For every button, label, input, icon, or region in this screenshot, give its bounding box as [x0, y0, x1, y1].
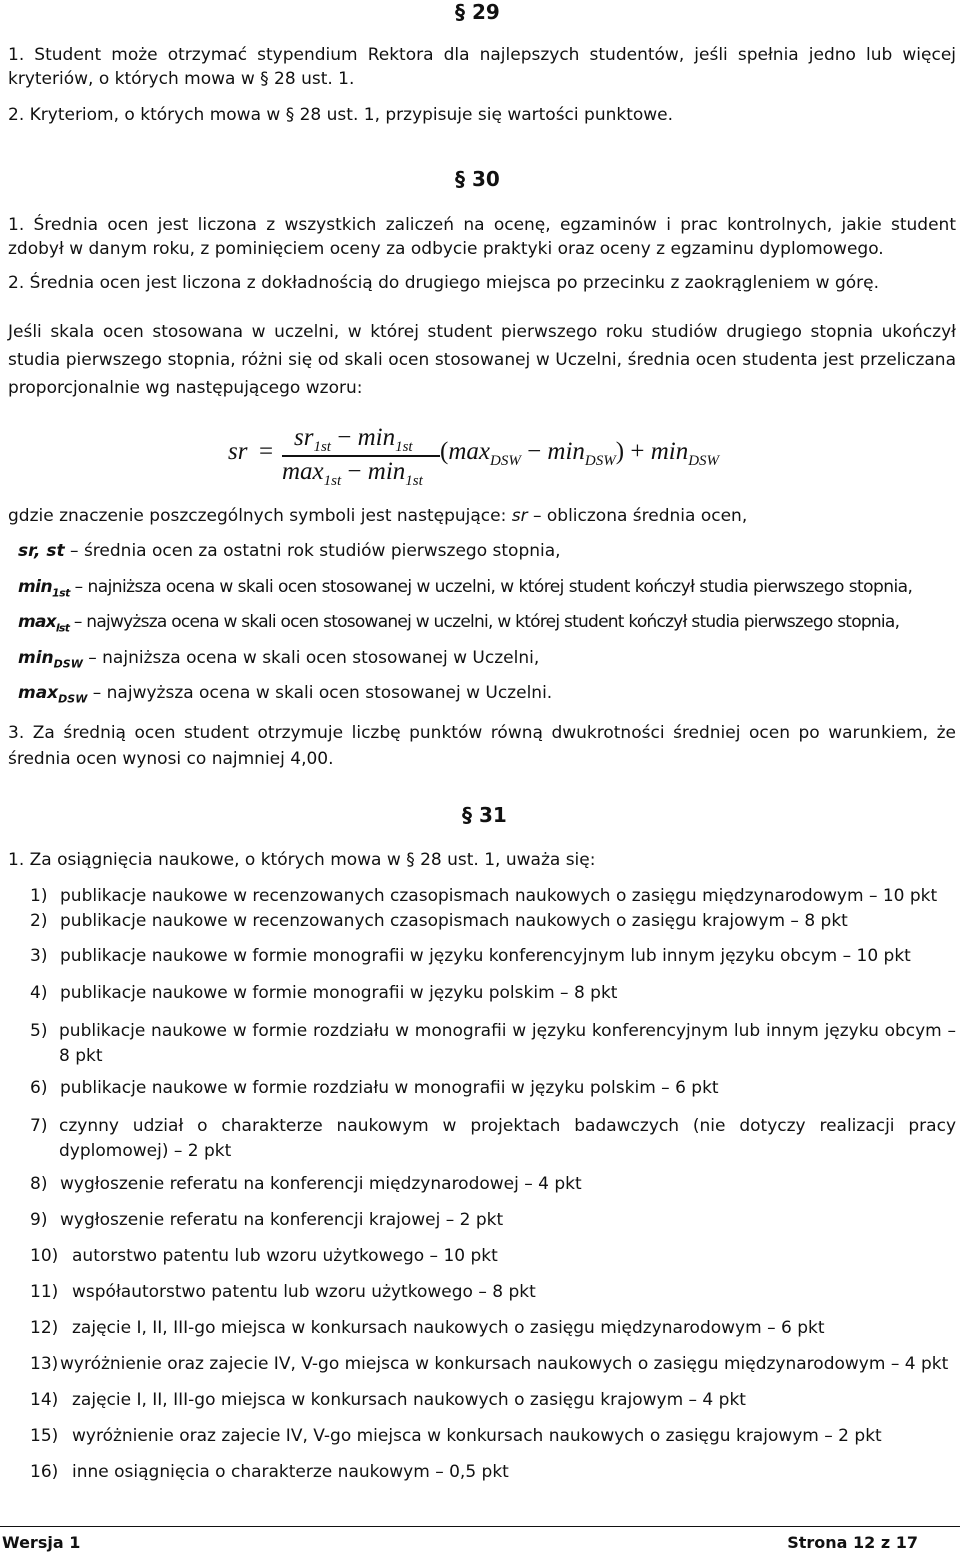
formula-lhs: sr [228, 438, 248, 465]
list-item: 9) wygłoszenie referatu na konferencji krajowej – 2 pkt [30, 1210, 504, 1230]
section-29-heading: § 29 [455, 0, 500, 24]
list-item: 6) publikacje naukowe w formie rozdziału w monografii w języku polskim – 6 pkt [30, 1078, 719, 1098]
s30-paragraph-3: Jeśli skala ocen stosowana w uczelni, w której student pierwszego roku studiów drugiego stopnia ukończył studia pierwszego stopnia, różni się od skali ocen stosowanej w Uczelni, średnia ocen studenta jest przeliczana proporcjonalnie wg następującego wzoru: [8, 322, 956, 398]
list-item: 16) inne osiągnięcia o charakterze naukowym – 0,5 pkt [30, 1462, 509, 1482]
footer-page-number: Strona 12 z 17 [787, 1533, 918, 1552]
list-item: 2) publikacje naukowe w recenzowanych czasopismach naukowych o zasięgu krajowym – 8 pkt [30, 911, 848, 931]
formula-rhs: $(\max_{DSW} - \min_{DSW}) + \min_{DSW}$ [440, 438, 720, 469]
legend-item: $\min_{DSW}$ – najniższa ocena w skali ocen stosowanej w Uczelni, [18, 648, 540, 671]
footer-rule [0, 1526, 960, 1527]
list-item: 3) publikacje naukowe w formie monografii w języku konferencyjnym lub innym języku obcym – 10 pkt [30, 946, 911, 966]
s30-paragraph-4: 3. Za średnią ocen student otrzymuje liczbę punktów równą dwukrotności średniej ocen po warunkiem, że średnia ocen wynosi co najmniej 4,00. [8, 723, 956, 769]
list-item: 8) wygłoszenie referatu na konferencji międzynarodowej – 4 pkt [30, 1174, 582, 1194]
s29-paragraph-2: 2. Kryteriom, o których mowa w § 28 ust. 1, przypisuje się wartości punktowe. [8, 105, 674, 125]
list-item: 5) publikacje naukowe w formie rozdziału w monografii w języku konferencyjnym lub innym języku obcym – 8 pkt [30, 1021, 956, 1066]
s30-paragraph-1: 1. Średnia ocen jest liczona z wszystkich zaliczeń na ocenę, egzaminów i prac kontrolnych, jakie student zdobył w danym roku, z pominięciem oceny za odbycie praktyki oraz oceny z egzaminu dyplomowego. [8, 215, 956, 259]
list-item: 1) publikacje naukowe w recenzowanych czasopismach naukowych o zasięgu międzynarodowym – 10 pkt [30, 886, 938, 906]
fraction-bar [282, 455, 440, 457]
legend-item: $\max_{DSW}$ – najwyższa ocena w skali ocen stosowanej w Uczelni. [18, 683, 553, 706]
section-30-heading: § 30 [455, 167, 500, 191]
formula-numerator: $sr_{1st} - \min_{1st}$ [294, 424, 413, 455]
s29-paragraph-1: 1. Student może otrzymać stypendium Rektora dla najlepszych studentów, jeśli spełnia jedno lub więcej kryteriów, o których mowa w § 28 ust. 1. [8, 45, 956, 89]
formula-eq: = [259, 438, 274, 465]
legend-item: $\max_{lst}$ – najwyższa ocena w skali ocen stosowanej w uczelni, w której student kończył studia pierwszego stopnia, [18, 612, 900, 635]
list-item: 11) współautorstwo patentu lub wzoru użytkowego – 8 pkt [30, 1282, 536, 1302]
list-item: 10) autorstwo patentu lub wzoru użytkowego – 10 pkt [30, 1246, 498, 1266]
list-item: 14) zajęcie I, II, III-go miejsca w konkursach naukowych o zasięgu krajowym – 4 pkt [30, 1390, 746, 1410]
list-item: 4) publikacje naukowe w formie monografii w języku polskim – 8 pkt [30, 983, 618, 1003]
s31-intro: 1. Za osiągnięcia naukowe, o których mowa w § 28 ust. 1, uważa się: [8, 850, 596, 870]
list-item: 15) wyróżnienie oraz zajecie IV, V-go miejsca w konkursach naukowych o zasięgu krajowym – 2 pkt [30, 1426, 882, 1446]
list-item: 12) zajęcie I, II, III-go miejsca w konkursach naukowych o zasięgu międzynarodowym – 6 pkt [30, 1318, 825, 1338]
list-item: 13) wyróżnienie oraz zajecie IV, V-go miejsca w konkursach naukowych o zasięgu międzynarodowym – 4 pkt [30, 1354, 949, 1374]
footer-version: Wersja 1 [2, 1533, 81, 1552]
legend-item: $\min_{1st}$ – najniższa ocena w skali ocen stosowanej w uczelni, w której student kończył studia pierwszego stopnia, [18, 577, 913, 600]
s30-paragraph-2: 2. Średnia ocen jest liczona z dokładnością do drugiego miejsca po przecinku z zaokrągleniem w górę. [8, 273, 880, 293]
legend-item: sr, st – średnia ocen za ostatni rok studiów pierwszego stopnia, [18, 541, 561, 561]
section-31-heading: § 31 [462, 803, 507, 827]
list-item: 7) czynny udział o charakterze naukowym w projektach badawczych (nie dotyczy realizacji pracy dyplomowej) – 2 pkt [30, 1116, 956, 1161]
legend-intro: gdzie znaczenie poszczególnych symboli jest następujące: sr – obliczona średnia ocen, [8, 506, 748, 526]
formula-denominator: $\max_{1st} - \min_{1st}$ [282, 458, 423, 489]
